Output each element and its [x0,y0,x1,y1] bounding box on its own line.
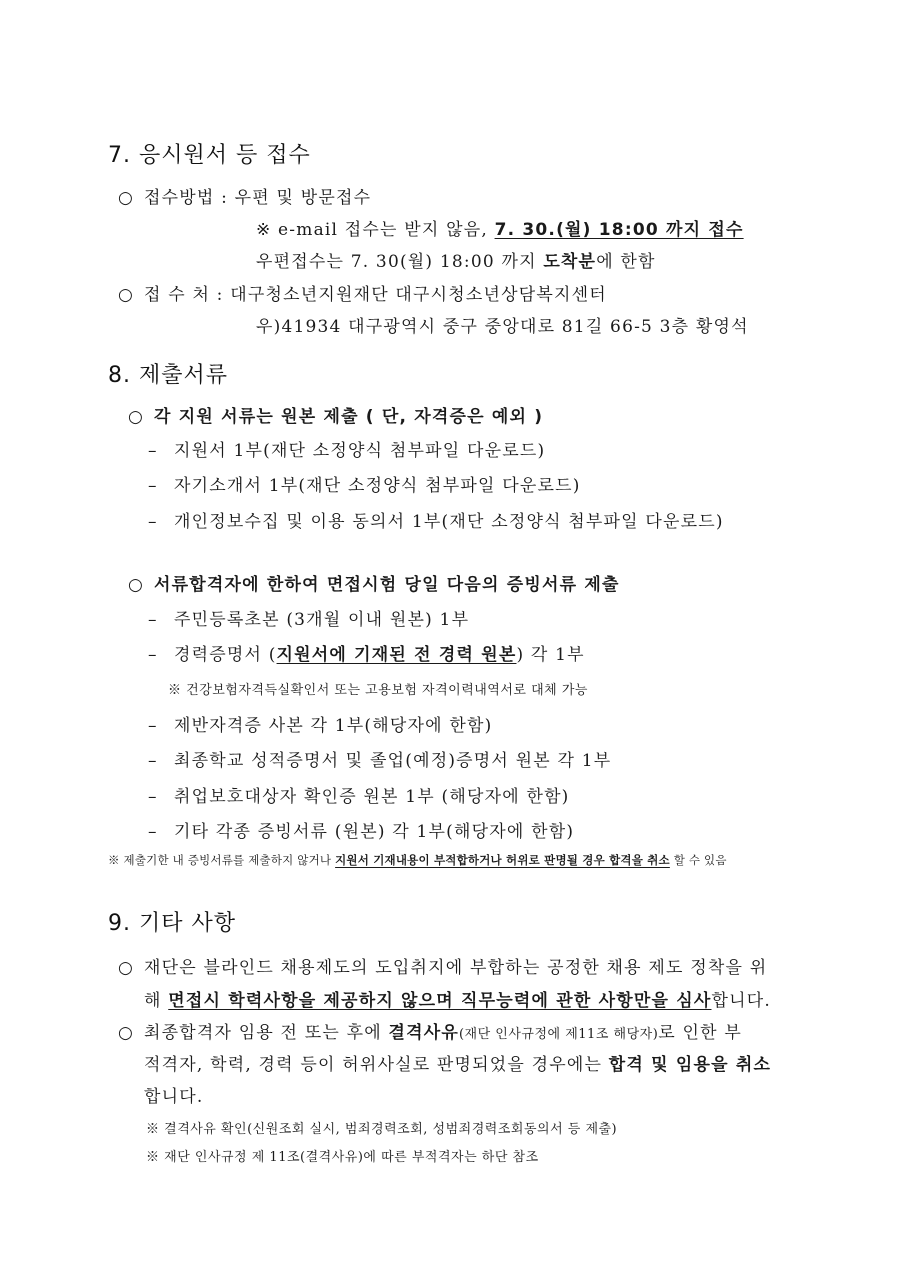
section-7-title: 7. 응시원서 등 접수 [108,143,311,168]
disqualification-line3: 합니다. [144,1087,204,1107]
list-item-text: 개인정보수집 및 이용 동의서 1부(재단 소정양식 첨부파일 다운로드) [174,512,724,532]
group1-title: 각 지원 서류는 원본 제출 ( 단, 자격증은 예외 ) [154,407,544,427]
receipt-place-row [118,280,607,305]
list-item-text: 최종학교 성적증명서 및 졸업(예정)증명서 원본 각 1부 [174,751,612,771]
dash-marker: – [148,441,158,461]
list-item [148,507,724,532]
dash-marker: – [148,610,158,630]
section-9-title: 9. 기타 사항 [108,911,236,936]
disqualification-line1 [118,1018,742,1043]
arrival-emphasis: 도착분 [543,252,597,272]
postal-note [256,247,656,272]
group1-title-row [128,402,543,427]
bullet-circle: ○ [118,285,135,305]
bullet-circle: ○ [118,188,135,208]
receipt-place-value: 대구청소년지원재단 대구시청소년상담복지센터 [230,285,607,305]
submission-warning [108,852,727,868]
disqualification-rule: (재단 인사규정에 제11조 해당자) [458,1027,659,1042]
list-item [148,436,545,461]
group2-title-row [128,570,620,595]
dash-marker: – [148,787,158,807]
career-note: ※ 건강보험자격득실확인서 또는 고용보험 자격이력내역서로 대체 가능 [168,683,588,698]
disqualification-emphasis: 결격사유 [388,1023,459,1043]
dash-marker: – [148,822,158,842]
bullet-circle: ○ [118,958,135,978]
list-item [148,471,581,496]
group2-title: 서류합격자에 한하여 면접시험 당일 다음의 증빙서류 제출 [154,575,620,595]
deadline-emphasis: 7. 30.(월) 18:00 까지 접수 [494,220,744,240]
bullet-circle: ○ [128,407,145,427]
receipt-address: 우)41934 대구광역시 중구 중앙대로 81길 66-5 3층 황영석 [256,317,749,337]
list-item [148,746,611,771]
blind-hiring-line2 [144,986,771,1011]
disqualification-text: 최종합격자 임용 전 또는 후에 [144,1023,389,1043]
career-text: 경력증명서 ( [174,645,277,665]
bullet-circle: ○ [118,1023,135,1043]
dash-marker: – [148,476,158,496]
list-item [148,605,469,630]
list-item [148,817,574,842]
list-item-text: 주민등록초본 (3개월 이내 원본) 1부 [174,610,470,630]
disqualification-line2 [144,1050,771,1075]
career-suffix: ) 각 1부 [516,645,585,665]
blind-hiring-text: 재단은 블라인드 채용제도의 도입취지에 부합하는 공정한 채용 제도 정착을 위 [144,958,768,978]
dash-marker: – [148,512,158,532]
warning-text: ※ 제출기한 내 증빙서류를 제출하지 않거나 [108,853,336,867]
disqualification-text: 적격자, 학력, 경력 등이 허위사실로 판명되었을 경우에는 [144,1055,609,1075]
warning-emphasis: 지원서 기재내용이 부적합하거나 허위로 판명될 경우 합격을 취소 [335,853,670,867]
section-8-title: 8. 제출서류 [108,363,228,388]
bullet-circle: ○ [128,575,145,595]
list-item-text: 지원서 1부(재단 소정양식 첨부파일 다운로드) [174,441,546,461]
disqualification-note2: ※ 재단 인사규정 제 11조(결격사유)에 따른 부적격자는 하단 참조 [146,1150,539,1165]
dash-marker: – [148,716,158,736]
list-item-text: 취업보호대상자 확인증 원본 1부 (해당자에 한함) [174,787,570,807]
list-item [148,782,570,807]
cancel-emphasis: 합격 및 임용을 취소 [608,1055,772,1075]
career-emphasis: 지원서에 기재된 전 경력 원본 [276,645,517,665]
list-item-text: 제반자격증 사본 각 1부(해당자에 한함) [174,716,493,736]
receipt-method-label: 접수방법 : [144,188,235,208]
email-note-text: ※ e-mail 접수는 받지 않음, [256,220,495,240]
receipt-place-label: 접 수 처 : [144,285,231,305]
receipt-method-value: 우편 및 방문접수 [234,188,372,208]
dash-marker: – [148,751,158,771]
email-note [256,215,744,240]
postal-note-text: 우편접수는 7. 30(월) 18:00 까지 [256,252,544,272]
blind-hiring-text: 해 [144,991,169,1011]
blind-hiring-emphasis: 면접시 학력사항을 제공하지 않으며 직무능력에 관한 사항만을 심사 [168,991,712,1011]
warning-suffix: 할 수 있음 [669,853,727,867]
list-item-text: 기타 각종 증빙서류 (원본) 각 1부(해당자에 한함) [174,822,575,842]
receipt-method-row [118,183,371,208]
blind-hiring-suffix: 합니다. [711,991,771,1011]
list-item-text: 자기소개서 1부(재단 소정양식 첨부파일 다운로드) [174,476,581,496]
list-item-career [148,640,585,665]
postal-note-suffix: 에 한함 [596,252,656,272]
disqualification-note1: ※ 결격사유 확인(신원조회 실시, 범죄경력조회, 성범죄경력조회동의서 등 제출) [146,1122,618,1137]
disqualification-suffix: 로 인한 부 [658,1023,742,1043]
dash-marker: – [148,645,158,665]
list-item [148,711,492,736]
blind-hiring-line1 [118,953,767,978]
